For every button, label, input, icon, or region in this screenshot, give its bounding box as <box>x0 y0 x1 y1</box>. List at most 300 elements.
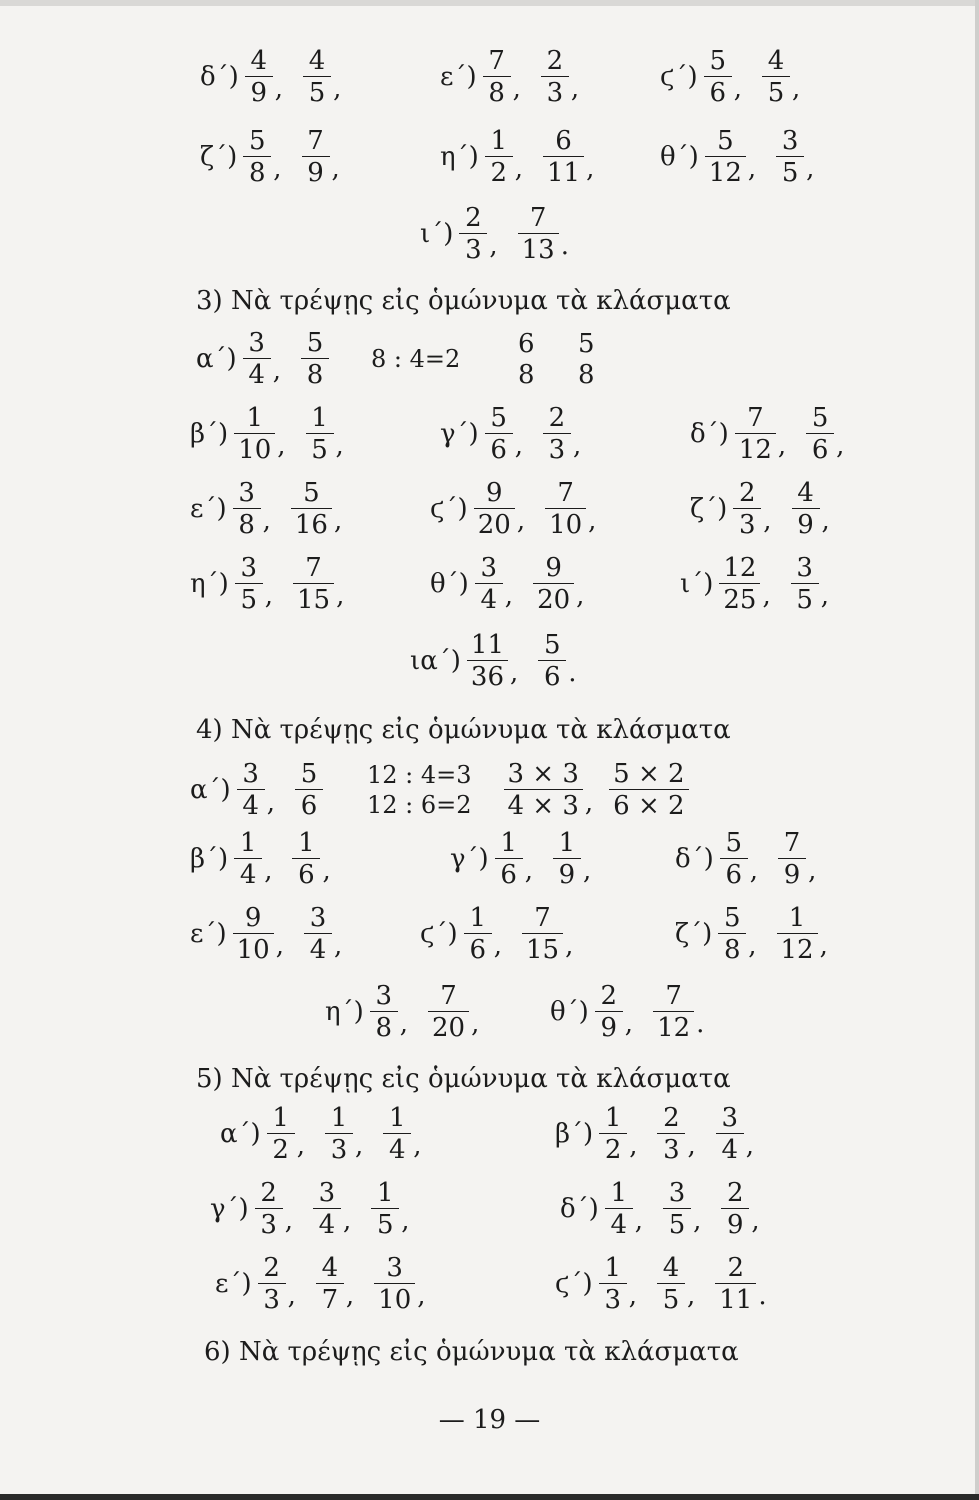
denominator: 5 <box>657 1283 685 1313</box>
numerator: 1 <box>272 1103 289 1133</box>
item-label: δ΄) <box>690 419 729 449</box>
exercise-item <box>560 1180 778 1238</box>
denominator: 4 <box>475 583 503 613</box>
numerator: 1 <box>469 903 486 933</box>
exercise-6-heading: 6) Νὰ τρέψῃς εἰς ὁμώνυμα τὰ κλάσματα <box>204 1337 739 1367</box>
numerator: 7 <box>529 203 547 233</box>
fraction <box>302 128 330 186</box>
separator: , <box>345 1281 355 1311</box>
item-label: ε΄) <box>190 494 227 524</box>
denominator: 6 <box>295 789 323 819</box>
separator: , <box>287 1281 296 1311</box>
numerator: 3 <box>240 553 257 583</box>
denominator: 3 <box>258 1283 286 1313</box>
separator: , <box>586 154 595 184</box>
fraction <box>715 1255 756 1313</box>
numerator: 5 <box>717 126 734 156</box>
separator: , <box>322 856 331 886</box>
exercise-item <box>660 128 832 186</box>
fraction <box>371 1180 399 1238</box>
exercise-item <box>550 983 722 1041</box>
exercise-item <box>190 830 349 888</box>
numerator: 5 <box>811 403 829 433</box>
numerator: 2 <box>727 1253 745 1283</box>
separator: , <box>582 856 592 886</box>
separator: , <box>333 931 343 961</box>
numerator: 1 <box>376 1178 394 1208</box>
item-label: β΄) <box>190 419 229 449</box>
numerator: 2 <box>263 1253 280 1283</box>
denominator: 8 <box>517 359 535 390</box>
exercise-item <box>440 128 612 186</box>
numerator: 5 <box>300 759 318 789</box>
denominator: 5 <box>371 1208 399 1238</box>
separator: , <box>275 931 284 961</box>
separator: , <box>274 74 284 104</box>
fraction <box>663 1180 691 1238</box>
fraction <box>533 555 574 613</box>
denominator: 9 <box>778 858 806 888</box>
separator: , <box>284 1206 293 1236</box>
separator: , <box>634 1206 644 1236</box>
denominator: 10 <box>374 1283 415 1313</box>
fraction <box>791 555 819 613</box>
separator: , <box>687 1131 696 1161</box>
numerator: 3 <box>242 759 259 789</box>
denominator: 8 <box>243 156 271 186</box>
separator: , <box>489 231 498 261</box>
numerator: 4 <box>321 1253 339 1283</box>
separator: , <box>413 1131 422 1161</box>
denominator: 12 <box>653 1011 694 1041</box>
numerator: 1 <box>558 828 576 858</box>
numerator: 7 <box>440 981 457 1011</box>
denominator: 8 <box>301 358 329 388</box>
denominator: 6 × 2 <box>609 789 688 819</box>
denominator: 5 <box>306 433 334 463</box>
exercise-item <box>200 128 358 186</box>
denominator: 10 <box>234 433 275 463</box>
separator: , <box>510 658 519 688</box>
separator: , <box>570 74 580 104</box>
fraction <box>653 983 694 1041</box>
item-label: α΄) <box>220 1119 261 1149</box>
numerator: 5 × 2 <box>613 759 685 789</box>
separator: , <box>504 581 514 611</box>
separator: . <box>568 658 577 688</box>
fraction <box>733 480 761 538</box>
fraction <box>306 405 334 463</box>
exercise-item <box>440 48 597 106</box>
denominator: 6 <box>720 858 748 888</box>
fraction <box>295 761 323 819</box>
exercise-item <box>325 983 497 1041</box>
denominator: 6 <box>464 933 492 963</box>
numerator: 2 <box>600 981 618 1011</box>
exercise-item <box>660 48 818 106</box>
numerator: 9 <box>545 553 562 583</box>
denominator: 11 <box>543 156 584 186</box>
separator: , <box>693 1206 702 1236</box>
fraction <box>762 48 790 106</box>
item-label: ια΄) <box>410 646 461 676</box>
fraction <box>474 480 515 538</box>
numerator: 2 <box>738 478 756 508</box>
numerator: 11 <box>470 630 504 660</box>
numerator: 2 <box>546 46 564 76</box>
exercise-item <box>675 905 846 963</box>
denominator: 3 <box>657 1133 685 1163</box>
denominator: 4 <box>234 858 262 888</box>
fraction <box>313 1180 341 1238</box>
exercise-item <box>555 1255 785 1313</box>
denominator: 9 <box>721 1208 749 1238</box>
item-label: γ΄) <box>440 419 479 449</box>
fraction <box>595 983 623 1041</box>
fraction <box>292 830 320 888</box>
item-label: ε΄) <box>190 919 227 949</box>
fraction <box>267 1105 295 1163</box>
numerator: 5 <box>723 903 741 933</box>
fraction <box>325 1105 353 1163</box>
exercise-item <box>215 1255 444 1313</box>
numerator: 1 <box>311 403 328 433</box>
numerator: 6 <box>517 328 535 359</box>
fraction <box>778 830 806 888</box>
numerator: 7 <box>307 126 324 156</box>
separator: , <box>273 154 282 184</box>
fraction <box>235 555 263 613</box>
denominator: 4 <box>605 1208 633 1238</box>
fraction <box>475 555 503 613</box>
item-label: θ΄) <box>550 997 589 1027</box>
fraction <box>485 128 513 186</box>
separator: , <box>629 1131 638 1161</box>
numerator: 5 <box>306 328 324 358</box>
separator: , <box>836 431 845 461</box>
separator: , <box>331 154 340 184</box>
fraction <box>792 480 820 538</box>
numerator: 3 <box>796 553 813 583</box>
numerator: 3 <box>721 1103 738 1133</box>
fraction <box>291 480 332 538</box>
fraction <box>735 405 776 463</box>
numerator: 6 <box>555 126 572 156</box>
denominator: 8 <box>577 359 595 390</box>
denominator: 20 <box>474 508 515 538</box>
fraction <box>255 1180 283 1238</box>
fraction <box>370 983 398 1041</box>
fraction <box>538 632 566 690</box>
fraction <box>605 1180 633 1238</box>
denominator: 8 <box>370 1011 398 1041</box>
denominator: 2 <box>485 156 513 186</box>
fraction <box>806 405 834 463</box>
separator: , <box>748 931 757 961</box>
separator: , <box>333 74 342 104</box>
fraction <box>495 830 523 888</box>
exercise-item <box>690 405 862 463</box>
item-label: ι΄) <box>680 569 714 599</box>
numerator: 9 <box>244 903 262 933</box>
item-label: ϛ΄) <box>660 62 698 92</box>
separator: . <box>758 1281 767 1311</box>
division-calculation: 12 : 6=2 <box>366 791 472 819</box>
denominator: 9 <box>302 156 330 186</box>
numerator: 3 <box>480 553 498 583</box>
denominator: 3 <box>255 1208 283 1238</box>
separator: , <box>277 431 286 461</box>
exercise-item <box>200 48 359 106</box>
denominator: 8 <box>483 76 511 106</box>
denominator: 20 <box>428 1011 469 1041</box>
denominator: 4 <box>313 1208 341 1238</box>
denominator: 6 <box>292 858 320 888</box>
fraction <box>522 905 563 963</box>
numerator: 3 <box>375 981 392 1011</box>
fraction <box>316 1255 344 1313</box>
fraction <box>609 761 688 819</box>
numerator: 7 <box>534 903 551 933</box>
separator: , <box>777 431 787 461</box>
exercise-item <box>410 632 595 690</box>
separator: , <box>820 581 829 611</box>
denominator: 8 <box>233 508 261 538</box>
denominator: 3 <box>543 433 571 463</box>
denominator: 2 <box>267 1133 295 1163</box>
numerator: 7 <box>557 478 574 508</box>
numerator: 1 <box>500 828 517 858</box>
numerator: 1 <box>239 828 257 858</box>
numerator: 1 <box>788 903 806 933</box>
numerator: 5 <box>490 403 507 433</box>
item-label: η΄) <box>190 569 229 599</box>
item-label: ζ΄) <box>690 494 728 524</box>
fraction <box>720 830 748 888</box>
fraction <box>304 905 332 963</box>
exercise-4-heading: 4) Νὰ τρέψῃς εἰς ὁμώνυμα τὰ κλάσματα <box>196 715 731 745</box>
exercise-item <box>680 555 847 613</box>
exercise-item <box>430 555 602 613</box>
denominator: 4 <box>304 933 332 963</box>
separator: , <box>296 1131 305 1161</box>
separator: , <box>262 506 271 536</box>
separator: , <box>565 931 574 961</box>
fraction <box>704 48 732 106</box>
numerator: 7 <box>747 403 764 433</box>
numerator: 5 <box>709 46 726 76</box>
numerator: 2 <box>465 203 482 233</box>
numerator: 4 <box>308 46 326 76</box>
exercise-item <box>420 905 591 963</box>
exercise-item <box>420 205 587 263</box>
denominator: 3 <box>459 233 487 263</box>
exercise-item <box>430 480 614 538</box>
exercise-3-alpha <box>196 330 630 388</box>
denominator: 9 <box>245 76 273 106</box>
fraction <box>657 1105 685 1163</box>
separator: , <box>401 1206 410 1236</box>
item-label: δ΄) <box>675 844 714 874</box>
denominator: 6 <box>485 433 513 463</box>
separator: , <box>821 506 830 536</box>
separator: , <box>808 856 817 886</box>
numerator: 4 <box>250 46 268 76</box>
denominator: 25 <box>719 583 760 613</box>
denominator: 36 <box>467 660 508 690</box>
denominator: 9 <box>553 858 581 888</box>
fraction <box>512 328 540 390</box>
separator: , <box>342 1206 352 1236</box>
denominator: 11 <box>715 1283 756 1313</box>
item-label: ζ΄) <box>200 142 238 172</box>
denominator: 3 <box>325 1133 353 1163</box>
separator: , <box>417 1281 426 1311</box>
separator: , <box>471 1009 480 1039</box>
numerator: 1 <box>604 1253 621 1283</box>
item-label: ϛ΄) <box>430 494 468 524</box>
numerator: 7 <box>305 553 322 583</box>
separator: . <box>560 231 569 261</box>
fraction <box>234 405 275 463</box>
separator: , <box>745 1131 754 1161</box>
item-label: δ΄) <box>200 62 239 92</box>
separator: , <box>514 154 523 184</box>
page-bottom-edge <box>0 1494 979 1500</box>
denominator: 5 <box>762 76 790 106</box>
item-label: ε΄) <box>215 1269 252 1299</box>
denominator: 7 <box>316 1283 344 1313</box>
item-label: ζ΄) <box>675 919 713 949</box>
denominator: 12 <box>777 933 818 963</box>
exercise-item <box>555 1105 772 1163</box>
item-label: α΄) <box>190 775 231 805</box>
fraction <box>543 405 571 463</box>
item-label: θ΄) <box>430 569 469 599</box>
numerator: 1 <box>298 828 315 858</box>
denominator: 9 <box>792 508 820 538</box>
denominator: 6 <box>495 858 523 888</box>
fraction <box>718 905 746 963</box>
denominator: 4 <box>243 358 271 388</box>
item-label: ϛ΄) <box>420 919 458 949</box>
denominator: 6 <box>704 76 732 106</box>
fraction <box>428 983 469 1041</box>
numerator: 3 <box>318 1178 336 1208</box>
exercise-item <box>450 830 609 888</box>
numerator: 1 <box>604 1103 622 1133</box>
fraction <box>233 480 261 538</box>
separator: , <box>335 431 344 461</box>
denominator: 20 <box>533 583 574 613</box>
division-calculation: 12 : 4=3 <box>366 761 472 789</box>
item-label: η΄) <box>440 142 479 172</box>
numerator: 1 <box>330 1103 348 1133</box>
denominator: 2 <box>599 1133 627 1163</box>
numerator: 5 <box>303 478 320 508</box>
numerator: 1 <box>490 126 507 156</box>
fraction <box>301 330 329 388</box>
fraction <box>245 48 273 106</box>
separator: , <box>516 506 526 536</box>
denominator: 4 × 3 <box>504 789 583 819</box>
numerator: 5 <box>577 328 595 359</box>
exercise-item <box>190 555 362 613</box>
page-number: — 19 — <box>438 1405 541 1435</box>
fraction <box>237 761 265 819</box>
separator: , <box>588 506 597 536</box>
item-label: ϛ΄) <box>555 1269 593 1299</box>
fraction <box>303 48 331 106</box>
separator: , <box>733 74 742 104</box>
numerator: 7 <box>783 828 801 858</box>
fraction <box>459 205 487 263</box>
fraction <box>543 128 584 186</box>
exercise-item <box>190 480 360 538</box>
separator: , <box>762 581 771 611</box>
fraction <box>657 1255 685 1313</box>
item-label: γ΄) <box>210 1194 249 1224</box>
exercise-item <box>675 830 834 888</box>
denominator: 5 <box>303 76 331 106</box>
numerator: 1 <box>388 1103 406 1133</box>
separator: , <box>624 1009 634 1039</box>
fraction <box>777 905 818 963</box>
fraction <box>572 328 600 390</box>
fraction <box>383 1105 411 1163</box>
fraction <box>545 480 586 538</box>
item-label: ι΄) <box>420 219 454 249</box>
exercise-5-heading: 5) Νὰ τρέψῃς εἰς ὁμώνυμα τὰ κλάσματα <box>196 1064 731 1094</box>
separator: , <box>264 856 273 886</box>
fraction <box>518 205 559 263</box>
fraction <box>504 761 583 819</box>
denominator: 4 <box>237 789 265 819</box>
item-label: β΄) <box>555 1119 594 1149</box>
fraction <box>374 1255 415 1313</box>
fraction <box>776 128 804 186</box>
exercise-item <box>210 1180 427 1238</box>
numerator: 5 <box>543 630 561 660</box>
separator: , <box>512 74 521 104</box>
numerator: 7 <box>665 981 682 1011</box>
separator: , <box>272 356 281 386</box>
numerator: 3 <box>781 126 799 156</box>
page-right-edge <box>975 0 979 1500</box>
numerator: 3 <box>248 328 265 358</box>
fraction <box>719 555 760 613</box>
separator: , <box>819 931 828 961</box>
numerator: 3 <box>386 1253 403 1283</box>
denominator: 3 <box>733 508 761 538</box>
fraction <box>541 48 569 106</box>
denominator: 5 <box>791 583 819 613</box>
separator: , <box>264 581 273 611</box>
denominator: 5 <box>776 156 804 186</box>
numerator: 4 <box>767 46 785 76</box>
numerator: 3 <box>238 478 255 508</box>
numerator: 4 <box>662 1253 680 1283</box>
separator: , <box>584 788 594 818</box>
numerator: 5 <box>248 126 266 156</box>
item-label: η΄) <box>325 997 364 1027</box>
fraction <box>721 1180 749 1238</box>
denominator: 5 <box>235 583 263 613</box>
separator: , <box>751 1206 760 1236</box>
separator: , <box>572 431 582 461</box>
separator: , <box>576 581 585 611</box>
denominator: 13 <box>518 233 559 263</box>
